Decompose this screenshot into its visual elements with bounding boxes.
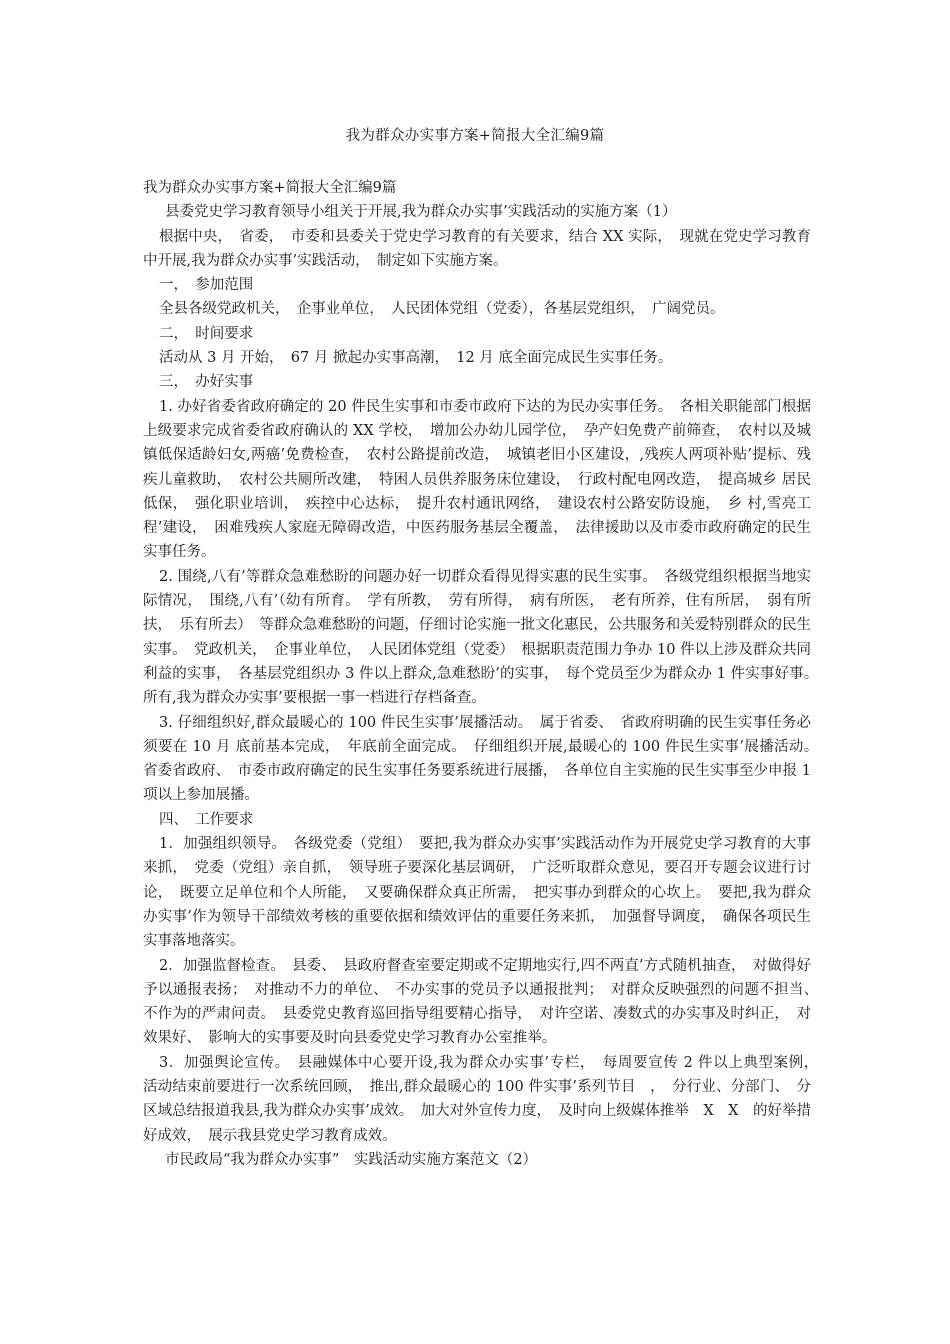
body-paragraph: 2．加强监督检查。 县委、 县政府督查室要定期或不定期地实行,四不两直’方式随机抽查， 对做得好予以通报表扬； 对推动不力的单位、 不办实事的党员予以通报批判； 对群众反映强烈的问题不担当、 不作为的严肃问责。 县委党史教育巡回指导组要精心指导， 对许空诺、凑数式的办实事及时纠正， 对效果好、 影响大的实事要及时向县委党史学习教育办公室推举。: [143, 957, 826, 1047]
body-paragraph: 市民政局“我为群众办实事” 实践活动实施方案范文（2）: [165, 1151, 538, 1168]
body-paragraph: 1．加强组织领导。 各级党委（党组） 要把,我为群众办实事’实践活动作为开展党史学习教育的大事来抓， 党委（党组）亲自抓， 领导班子要深化基层调研， 广泛听取群众意见，要召开专题会议进行讨论， 既要立足单位和个人所能， 又要确保群众真正所需， 把实事办到群众的心坎上。 要把,我为群众办实事’作为领导干部绩效考核的重要依据和绩效评估的重要任务来抓， 加强督导调度， 确保各项民生实事落地落实。: [143, 836, 811, 950]
body-paragraph: 3．加强舆论宣传。 县融媒体中心要开设,我为群众办实事’专栏， 每周要宣传 2 件以上典型案例， 活动结束前要进行一次系统回顾， 推出,群众最暖心的 100 件实事’系列节目 ， 分行业、分部门、 分区域总结报道我县,我为群众办实事’成效。 加大对外宣传力度， 及时向上级媒体推举 X X 的好举措好成效， 展示我县党史学习教育成效。: [143, 1054, 826, 1144]
body-paragraph: 2. 围绕,八有’等群众急难愁盼的问题办好一切群众看得见得实惠的民生实事。 各级党组织根据当地实际情况， 围绕,八有’（幼有所育。 学有所教， 劳有所得， 病有所医， 老有所养，住有所居， 弱有所扶， 乐有所去） 等群众急难愁盼的问题，仔细讨论实施一批文化惠民，公共服务和关爱特别群众的民生实事。 党政机关， 企事业单位， 人民团体党组（党委） 根据职责范围力争办 10 件以上涉及群众共同利益的实事， 各基层党组织办 3 件以上群众,急难愁盼’的实事， 每个党员至少为群众办 1 件实事好事。 所有,我为群众办实事’要根据一事一档进行存档备查。: [143, 568, 826, 707]
body-paragraph: 三， 办好实事: [159, 374, 254, 391]
body-paragraph: 活动从 3 月 开始， 67 月 掀起办实事高潮， 12 月 底全面完成民生实事任务。: [159, 350, 673, 367]
document-body: [143, 176, 826, 1172]
body-paragraph: 根据中央， 省委， 市委和县委关于党史学习教育的有关要求，结合 XX 实际， 现就在党史学习教育中开展,我为群众办实事’实践活动， 制定如下实施方案。: [143, 228, 811, 269]
body-paragraph: 四、 工作要求: [159, 811, 254, 828]
body-paragraph: 二， 时间要求: [159, 325, 254, 342]
body-paragraph: 3. 仔细组织好,群众最暖心的 100 件民生实事’展播活动。 属于省委、 省政府明确的民生实事任务必须要在 10 月 底前基本完成， 年底前全面完成。 仔细组织开展,最暖心的 100 件民生实事’展播活动。 省委省政府、 市委市政府确定的民生实事任务要系统进行展播， 各单位自主实施的民生实事至少申报 1 项以上参加展播。: [143, 714, 826, 804]
body-paragraph: 我为群众办实事方案+简报大全汇编9篇: [143, 180, 397, 196]
document-title: 我为群众办实事方案+简报大全汇编9篇: [345, 128, 605, 144]
body-paragraph: 一， 参加范围: [159, 277, 254, 294]
body-paragraph: 1. 办好省委省政府确定的 20 件民生实事和市委市政府下达的为民办实事任务。 各相关职能部门根据上级要求完成省委省政府确认的 XX 学校， 增加公办幼儿园学位， 孕产妇免费产前筛查， 农村以及城镇低保适龄妇女,两癌’免费检查， 农村公路提前改造， 城镇老旧小区建设，,残疾人两项补贴’提标、残疾儿童救助， 农村公共厕所改建， 特困人员供养服务床位建设， 行政村配电网改造， 提高城乡 居民低保， 强化职业培训， 疾控中心达标， 提升农村通讯网络， 建设农村公路安防设施， 乡 村,雪亮工程’建设， 困难残疾人家庭无障碍改造，中医药服务基层全覆盖， 法律援助以及市委市政府确定的民生实事任务。: [143, 398, 811, 561]
body-paragraph: 全县各级党政机关， 企事业单位， 人民团体党组（党委），各基层党组织， 广阔党员。: [159, 301, 725, 318]
body-paragraph: 县委党史学习教育领导小组关于开展,我为群众办实事’实践活动的实施方案（1）: [165, 204, 677, 221]
